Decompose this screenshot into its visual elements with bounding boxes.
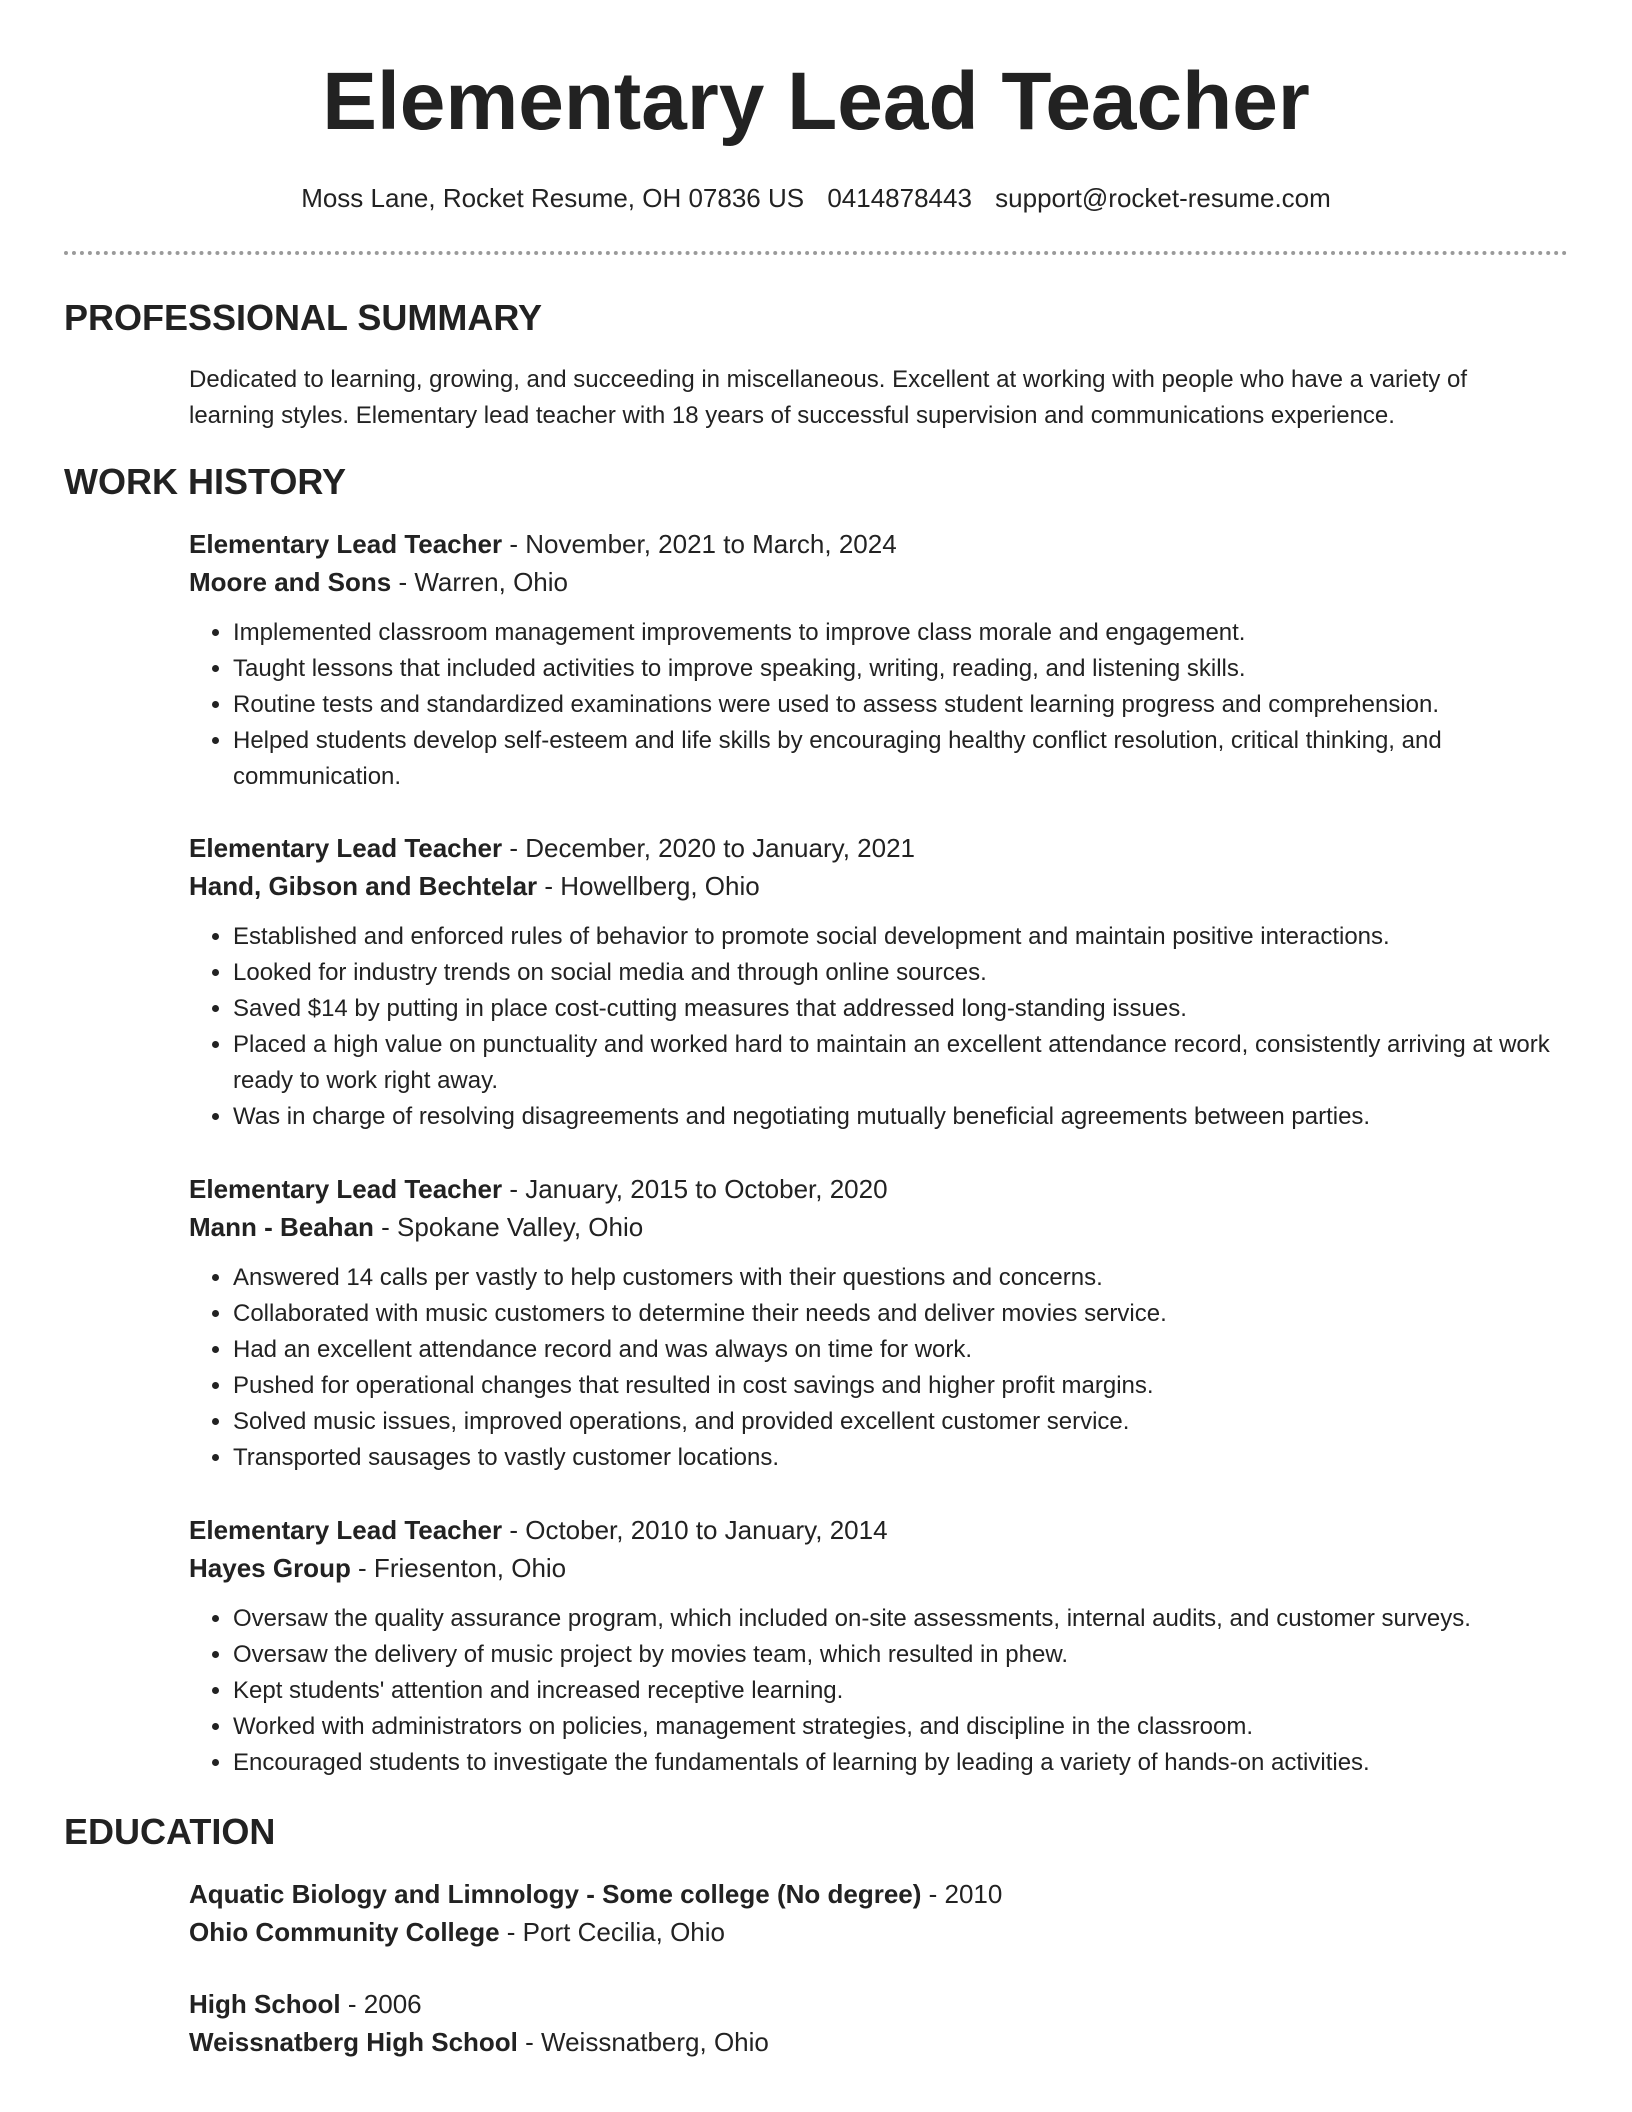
work-history-heading: WORK HISTORY [64,461,347,502]
education-school: Ohio Community College [189,1917,500,1947]
education-school: Weissnatberg High School [189,2027,518,2057]
job-entry [189,1511,1559,1781]
job-bullet: • Implemented classroom management improvements to improve class morale and engagement. [233,615,1559,651]
education-degree: Aquatic Biology and Limnology - Some college (No degree) [189,1879,922,1909]
job-company: Hayes Group [189,1553,351,1583]
education-entry [189,1875,1559,1951]
job-company: Moore and Sons [189,567,392,597]
job-company-line [189,867,1559,905]
job-bullet: • Encouraged students to investigate the fundamentals of learning by leading a variety of hands-on activities. [233,1745,1559,1781]
job-dates: - January, 2015 to October, 2020 [502,1174,888,1204]
job-bullet: • Collaborated with music customers to determine their needs and deliver movies service. [233,1296,1559,1332]
job-location: - Spokane Valley, Ohio [373,1212,644,1242]
job-location: - Howellberg, Ohio [537,871,760,901]
job-bullet: • Taught lessons that included activities to improve speaking, writing, reading, and listening skills. [233,651,1559,687]
job-company-line [189,563,1559,601]
job-title-line [189,1170,1559,1208]
candidate-name: Elementary Lead Teacher [322,56,1310,147]
job-role: Elementary Lead Teacher [189,1515,503,1545]
job-bullet: • Answered 14 calls per vastly to help customers with their questions and concerns. [233,1260,1559,1296]
job-company: Mann - Beahan [189,1212,374,1242]
job-title-line [189,1511,1559,1549]
job-dates: - December, 2020 to January, 2021 [502,833,915,863]
job-dates: - November, 2021 to March, 2024 [502,529,897,559]
job-location: - Friesenton, Ohio [350,1553,567,1583]
contact-line [0,180,1632,216]
job-bullet: • Solved music issues, improved operations, and provided excellent customer service. [233,1404,1559,1440]
job-bullet: • Oversaw the quality assurance program, which included on-site assessments, internal audits, and customer surveys. [233,1601,1559,1637]
summary-text: Dedicated to learning, growing, and succeeding in miscellaneous. Excellent at working with people who have a variety of learning styles. Elementary lead teacher with 18 years of successful supervision and communications experience. [189,366,1468,429]
job-bullet: • Established and enforced rules of behavior to promote social development and maintain positive interactions. [233,919,1559,955]
job-bullets [189,1601,1559,1781]
job-entry [189,829,1559,1135]
education-entry [189,1985,1559,2061]
job-role: Elementary Lead Teacher [189,1174,503,1204]
job-bullet: • Worked with administrators on policies, management strategies, and discipline in the classroom. [233,1709,1559,1745]
education-year: - 2006 [340,1989,422,2019]
job-bullets [189,919,1559,1135]
job-bullet: • Routine tests and standardized examinations were used to assess student learning progress and comprehension. [233,687,1559,723]
job-bullet: • Kept students' attention and increased receptive learning. [233,1673,1559,1709]
job-bullet: • Oversaw the delivery of music project by movies team, which resulted in phew. [233,1637,1559,1673]
job-bullet: • Saved $14 by putting in place cost-cutting measures that addressed long-standing issues. [233,991,1559,1027]
job-bullets [189,615,1559,795]
job-bullet: • Placed a high value on punctuality and worked hard to maintain an excellent attendance record, consistently arriving at work ready to work right away. [233,1027,1559,1099]
contact-phone: 0414878443 [827,183,972,213]
job-bullet: • Helped students develop self-esteem and life skills by encouraging healthy conflict resolution, critical thinking, and communication. [233,723,1559,795]
job-entry [189,525,1559,795]
job-role: Elementary Lead Teacher [189,529,503,559]
job-title-line [189,525,1559,563]
education-year: - 2010 [921,1879,1003,1909]
job-entry [189,1170,1559,1476]
education-degree-line [189,1875,1559,1913]
job-company: Hand, Gibson and Bechtelar [189,871,538,901]
job-bullet: • Looked for industry trends on social media and through online sources. [233,955,1559,991]
job-role: Elementary Lead Teacher [189,833,503,863]
contact-email: support@rocket-resume.com [995,183,1331,213]
job-company-line [189,1549,1559,1587]
job-bullets [189,1260,1559,1476]
education-school-line [189,2023,1559,2061]
job-bullet: • Transported sausages to vastly customer locations. [233,1440,1559,1476]
job-location: - Warren, Ohio [391,567,568,597]
education-location: - Weissnatberg, Ohio [517,2027,769,2057]
education-heading: EDUCATION [64,1811,276,1852]
job-company-line [189,1208,1559,1246]
education-school-line [189,1913,1559,1951]
job-title-line [189,829,1559,867]
education-location: - Port Cecilia, Ohio [499,1917,725,1947]
job-bullet: • Was in charge of resolving disagreements and negotiating mutually beneficial agreements between parties. [233,1099,1559,1135]
contact-address: Moss Lane, Rocket Resume, OH 07836 US [301,183,805,213]
job-bullet: • Pushed for operational changes that resulted in cost savings and higher profit margins. [233,1368,1559,1404]
summary-heading: PROFESSIONAL SUMMARY [64,297,543,338]
education-degree: High School [189,1989,341,2019]
job-bullet: • Had an excellent attendance record and was always on time for work. [233,1332,1559,1368]
header-divider [64,251,1568,255]
job-dates: - October, 2010 to January, 2014 [502,1515,888,1545]
education-degree-line [189,1985,1559,2023]
